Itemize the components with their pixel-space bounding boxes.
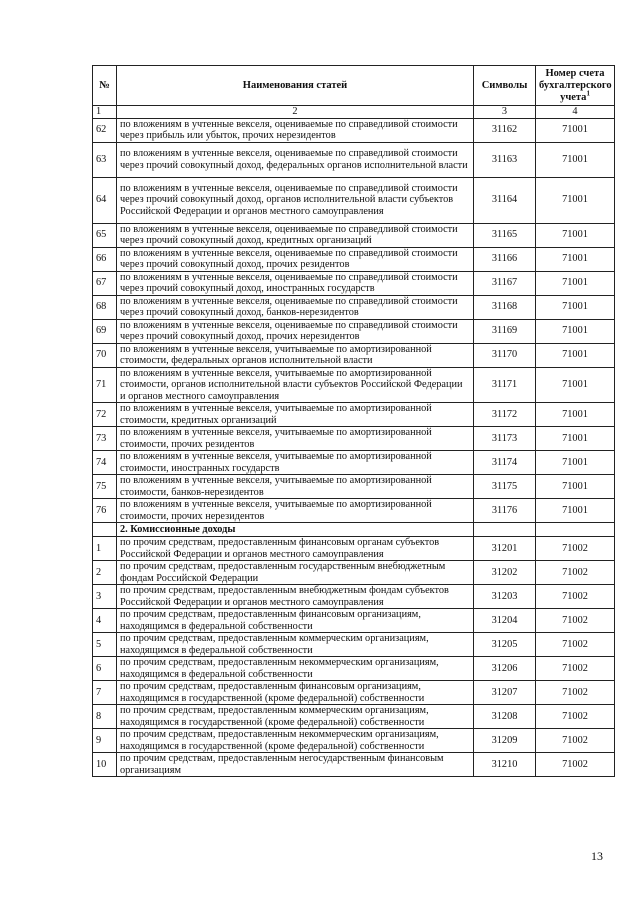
footnote-marker: 1 bbox=[586, 89, 590, 97]
table-body bbox=[93, 106, 615, 777]
table-row bbox=[93, 177, 615, 223]
row-account: 71001 bbox=[536, 475, 615, 499]
row-account: 71002 bbox=[536, 585, 615, 609]
row-symbol: 31207 bbox=[474, 681, 536, 705]
row-number: 63 bbox=[93, 142, 117, 177]
row-account: 71001 bbox=[536, 142, 615, 177]
table-row bbox=[93, 561, 615, 585]
row-name: по вложениям в учтенные векселя, учитываемые по амортизированной стоимости, федеральных органов исполнительной власти bbox=[117, 343, 474, 367]
table-row bbox=[93, 403, 615, 427]
row-number: 3 bbox=[93, 585, 117, 609]
column-index-row bbox=[93, 106, 615, 119]
row-number: 70 bbox=[93, 343, 117, 367]
row-number: 69 bbox=[93, 319, 117, 343]
table-row bbox=[93, 223, 615, 247]
row-number: 67 bbox=[93, 271, 117, 295]
row-number: 62 bbox=[93, 118, 117, 142]
row-number: 68 bbox=[93, 295, 117, 319]
row-symbol: 31209 bbox=[474, 729, 536, 753]
row-symbol: 31164 bbox=[474, 177, 536, 223]
row-symbol: 31170 bbox=[474, 343, 536, 367]
header-num: № bbox=[93, 66, 117, 106]
row-number: 1 bbox=[93, 537, 117, 561]
row-number: 10 bbox=[93, 753, 117, 777]
table-row bbox=[93, 633, 615, 657]
row-symbol: 31210 bbox=[474, 753, 536, 777]
row-account: 71001 bbox=[536, 223, 615, 247]
row-number: 75 bbox=[93, 475, 117, 499]
row-name: по вложениям в учтенные векселя, учитываемые по амортизированной стоимости, органов исполнительной власти субъектов Российской Федерации и органов местного самоуправления bbox=[117, 367, 474, 403]
table-row bbox=[93, 657, 615, 681]
row-name: по вложениям в учтенные векселя, учитываемые по амортизированной стоимости, кредитных организаций bbox=[117, 403, 474, 427]
table-row bbox=[93, 681, 615, 705]
row-symbol: 31204 bbox=[474, 609, 536, 633]
row-name: по прочим средствам, предоставленным коммерческим организациям, находящимся в федеральной собственности bbox=[117, 633, 474, 657]
row-number: 66 bbox=[93, 247, 117, 271]
row-account: 71002 bbox=[536, 753, 615, 777]
row-number: 76 bbox=[93, 499, 117, 523]
row-number: 74 bbox=[93, 451, 117, 475]
row-name: по вложениям в учтенные векселя, оцениваемые по справедливой стоимости через прочий совокупный доход, банков-нерезидентов bbox=[117, 295, 474, 319]
row-number: 71 bbox=[93, 367, 117, 403]
row-symbol: 31168 bbox=[474, 295, 536, 319]
header-account-label: Номер счета бухгалтерского учета bbox=[539, 67, 612, 103]
row-name: по вложениям в учтенные векселя, учитываемые по амортизированной стоимости, банков-нерезидентов bbox=[117, 475, 474, 499]
row-number: 65 bbox=[93, 223, 117, 247]
row-symbol: 31206 bbox=[474, 657, 536, 681]
table-row bbox=[93, 729, 615, 753]
row-name: по прочим средствам, предоставленным негосударственным финансовым организациям bbox=[117, 753, 474, 777]
table-row bbox=[93, 451, 615, 475]
section-num-cell bbox=[93, 523, 117, 537]
row-symbol: 31172 bbox=[474, 403, 536, 427]
row-number: 72 bbox=[93, 403, 117, 427]
row-symbol: 31208 bbox=[474, 705, 536, 729]
index-cell-2: 2 bbox=[117, 106, 474, 119]
row-account: 71002 bbox=[536, 633, 615, 657]
table-row bbox=[93, 499, 615, 523]
row-number: 73 bbox=[93, 427, 117, 451]
row-account: 71002 bbox=[536, 609, 615, 633]
row-account: 71001 bbox=[536, 451, 615, 475]
row-name: по прочим средствам, предоставленным финансовым организациям, находящимся в федеральной собственности bbox=[117, 609, 474, 633]
row-name: по вложениям в учтенные векселя, учитываемые по амортизированной стоимости, иностранных государств bbox=[117, 451, 474, 475]
row-account: 71001 bbox=[536, 427, 615, 451]
row-symbol: 31173 bbox=[474, 427, 536, 451]
row-name: по вложениям в учтенные векселя, оцениваемые по справедливой стоимости через прочий совокупный доход, прочих резидентов bbox=[117, 247, 474, 271]
row-symbol: 31201 bbox=[474, 537, 536, 561]
table-row bbox=[93, 705, 615, 729]
row-name: по прочим средствам, предоставленным некоммерческим организациям, находящимся в федеральной собственности bbox=[117, 657, 474, 681]
row-number: 5 bbox=[93, 633, 117, 657]
header-account bbox=[536, 66, 615, 106]
row-symbol: 31203 bbox=[474, 585, 536, 609]
index-cell-4: 4 bbox=[536, 106, 615, 119]
section-account-cell bbox=[536, 523, 615, 537]
row-symbol: 31176 bbox=[474, 499, 536, 523]
row-symbol: 31174 bbox=[474, 451, 536, 475]
row-symbol: 31162 bbox=[474, 118, 536, 142]
row-name: по вложениям в учтенные векселя, оцениваемые по справедливой стоимости через прочий совокупный доход, прочих нерезидентов bbox=[117, 319, 474, 343]
table-row bbox=[93, 319, 615, 343]
row-account: 71001 bbox=[536, 499, 615, 523]
row-name: по прочим средствам, предоставленным государственным внебюджетным фондам Российской Федерации bbox=[117, 561, 474, 585]
row-account: 71002 bbox=[536, 561, 615, 585]
row-account: 71002 bbox=[536, 729, 615, 753]
page-number: 13 bbox=[591, 849, 603, 863]
row-account: 71001 bbox=[536, 247, 615, 271]
row-symbol: 31202 bbox=[474, 561, 536, 585]
row-symbol: 31171 bbox=[474, 367, 536, 403]
row-symbol: 31163 bbox=[474, 142, 536, 177]
table-row bbox=[93, 609, 615, 633]
table-row bbox=[93, 367, 615, 403]
row-account: 71002 bbox=[536, 537, 615, 561]
row-name: по вложениям в учтенные векселя, учитываемые по амортизированной стоимости, прочих резидентов bbox=[117, 427, 474, 451]
row-symbol: 31166 bbox=[474, 247, 536, 271]
row-symbol: 31205 bbox=[474, 633, 536, 657]
row-name: по вложениям в учтенные векселя, учитываемые по амортизированной стоимости, прочих нерезидентов bbox=[117, 499, 474, 523]
row-symbol: 31175 bbox=[474, 475, 536, 499]
row-account: 71002 bbox=[536, 657, 615, 681]
table-row bbox=[93, 427, 615, 451]
row-name: по прочим средствам, предоставленным некоммерческим организациям, находящимся в государственной (кроме федеральной) собственности bbox=[117, 729, 474, 753]
index-cell-3: 3 bbox=[474, 106, 536, 119]
row-account: 71001 bbox=[536, 118, 615, 142]
header-name: Наименования статей bbox=[117, 66, 474, 106]
table-row bbox=[93, 118, 615, 142]
row-symbol: 31165 bbox=[474, 223, 536, 247]
row-number: 6 bbox=[93, 657, 117, 681]
table-row bbox=[93, 585, 615, 609]
row-name: по прочим средствам, предоставленным внебюджетным фондам субъектов Российской Федерации и органов местного самоуправления bbox=[117, 585, 474, 609]
row-name: по вложениям в учтенные векселя, оцениваемые по справедливой стоимости через прибыль или убыток, прочих нерезидентов bbox=[117, 118, 474, 142]
row-account: 71001 bbox=[536, 177, 615, 223]
row-number: 4 bbox=[93, 609, 117, 633]
row-account: 71002 bbox=[536, 705, 615, 729]
table-row bbox=[93, 271, 615, 295]
row-number: 9 bbox=[93, 729, 117, 753]
table-row bbox=[93, 247, 615, 271]
section-title: 2. Комиссионные доходы bbox=[117, 523, 474, 537]
row-number: 64 bbox=[93, 177, 117, 223]
row-name: по прочим средствам, предоставленным финансовым организациям, находящимся в государственной (кроме федеральной) собственности bbox=[117, 681, 474, 705]
row-symbol: 31167 bbox=[474, 271, 536, 295]
row-number: 8 bbox=[93, 705, 117, 729]
row-name: по вложениям в учтенные векселя, оцениваемые по справедливой стоимости через прочий совокупный доход, иностранных государств bbox=[117, 271, 474, 295]
table-row bbox=[93, 753, 615, 777]
table-row bbox=[93, 537, 615, 561]
row-account: 71002 bbox=[536, 681, 615, 705]
table-row bbox=[93, 295, 615, 319]
row-name: по вложениям в учтенные векселя, оцениваемые по справедливой стоимости через прочий совокупный доход, кредитных организаций bbox=[117, 223, 474, 247]
row-account: 71001 bbox=[536, 319, 615, 343]
row-account: 71001 bbox=[536, 403, 615, 427]
row-account: 71001 bbox=[536, 343, 615, 367]
row-symbol: 31169 bbox=[474, 319, 536, 343]
row-name: по прочим средствам, предоставленным коммерческим организациям, находящимся в государственной (кроме федеральной) собственности bbox=[117, 705, 474, 729]
table-header-row bbox=[93, 66, 615, 106]
section-symbol-cell bbox=[474, 523, 536, 537]
row-account: 71001 bbox=[536, 295, 615, 319]
table-row bbox=[93, 343, 615, 367]
row-account: 71001 bbox=[536, 271, 615, 295]
header-symbols: Символы bbox=[474, 66, 536, 106]
row-account: 71001 bbox=[536, 367, 615, 403]
table-row bbox=[93, 475, 615, 499]
row-name: по прочим средствам, предоставленным финансовым органам субъектов Российской Федерации и органов местного самоуправления bbox=[117, 537, 474, 561]
section-heading-row bbox=[93, 523, 615, 537]
table-row bbox=[93, 142, 615, 177]
index-cell-1: 1 bbox=[93, 106, 117, 119]
accounts-table bbox=[92, 65, 615, 777]
row-number: 7 bbox=[93, 681, 117, 705]
row-name: по вложениям в учтенные векселя, оцениваемые по справедливой стоимости через прочий совокупный доход, федеральных органов исполнительной власти bbox=[117, 142, 474, 177]
row-number: 2 bbox=[93, 561, 117, 585]
row-name: по вложениям в учтенные векселя, оцениваемые по справедливой стоимости через прочий совокупный доход, органов исполнительной власти субъектов Российской Федерации и органов местного самоуправления bbox=[117, 177, 474, 223]
